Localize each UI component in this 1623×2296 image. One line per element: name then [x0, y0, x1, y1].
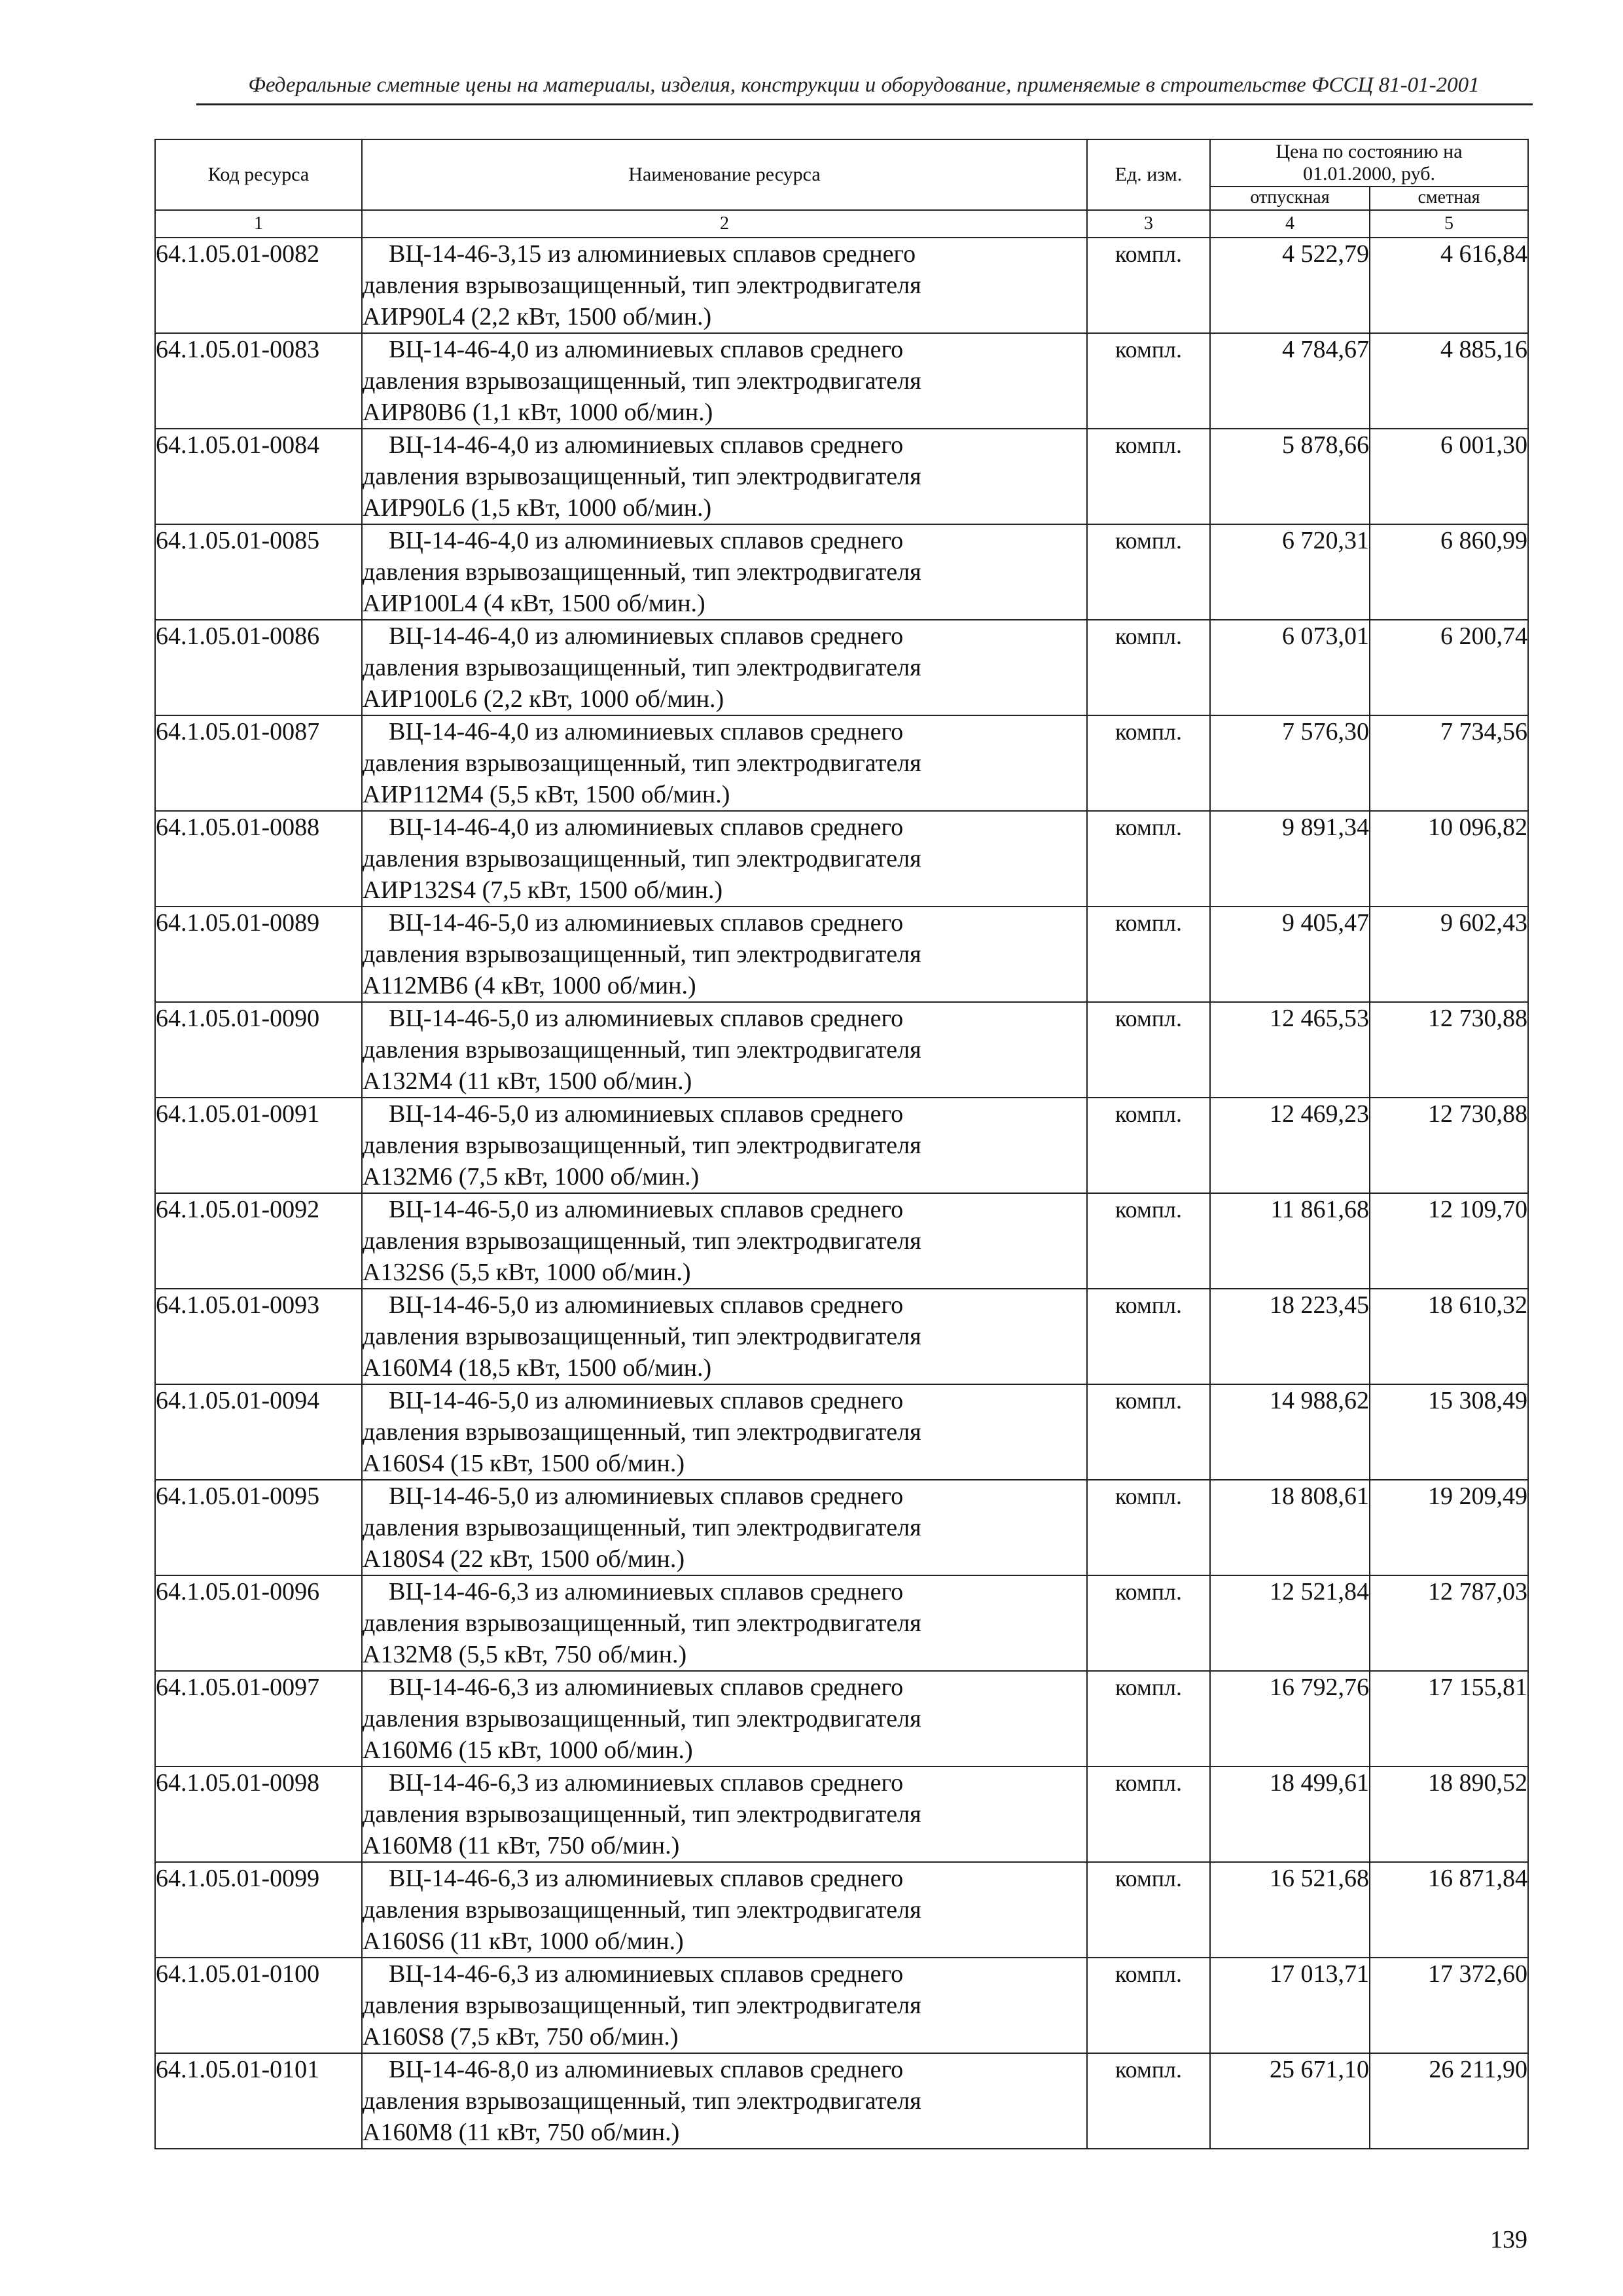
- price-release: 4 522,79: [1210, 238, 1370, 333]
- resource-name-line-3: А160М8 (11 кВт, 750 об/мин.): [363, 2119, 680, 2146]
- price-release: 16 792,76: [1210, 1671, 1370, 1767]
- resource-code: 64.1.05.01-0098: [155, 1767, 362, 1862]
- price-estimate: 17 155,81: [1370, 1671, 1528, 1767]
- resource-code: 64.1.05.01-0090: [155, 1002, 362, 1098]
- unit: компл.: [1087, 1480, 1210, 1575]
- price-estimate: 4 616,84: [1370, 238, 1528, 333]
- resource-name-line-2: давления взрывозащищенный, тип электродвигателя: [363, 1896, 921, 1924]
- resource-name-line-1: ВЦ-14-46-5,0 из алюминиевых сплавов среднего: [389, 1005, 904, 1032]
- resource-code: 64.1.05.01-0084: [155, 429, 362, 524]
- resource-name: [362, 1002, 1087, 1098]
- resource-name: [362, 715, 1087, 811]
- resource-name: [362, 1862, 1087, 1958]
- resource-name-line-2: давления взрывозащищенный, тип электродвигателя: [363, 272, 921, 299]
- resource-code: 64.1.05.01-0094: [155, 1384, 362, 1480]
- resource-name-line-3: АИР100L4 (4 кВт, 1500 об/мин.): [363, 590, 705, 617]
- resource-code: 64.1.05.01-0082: [155, 238, 362, 333]
- resource-name-line-3: А132М6 (7,5 кВт, 1000 об/мин.): [363, 1163, 700, 1191]
- price-estimate: 17 372,60: [1370, 1958, 1528, 2053]
- unit: компл.: [1087, 429, 1210, 524]
- resource-name-line-1: ВЦ-14-46-5,0 из алюминиевых сплавов среднего: [389, 1482, 904, 1510]
- resource-code: 64.1.05.01-0092: [155, 1193, 362, 1289]
- resource-name-line-3: А132М4 (11 кВт, 1500 об/мин.): [363, 1067, 692, 1095]
- col-number-1: 1: [155, 210, 362, 238]
- resource-name-line-1: ВЦ-14-46-8,0 из алюминиевых сплавов среднего: [389, 2056, 904, 2083]
- col-number-3: 3: [1087, 210, 1210, 238]
- price-estimate: 9 602,43: [1370, 906, 1528, 1002]
- resource-name-line-1: ВЦ-14-46-6,3 из алюминиевых сплавов среднего: [389, 1960, 904, 1988]
- price-release: 4 784,67: [1210, 333, 1370, 429]
- col-header-price-estimate: сметная: [1370, 187, 1528, 210]
- table-row: [155, 1862, 1528, 1958]
- price-estimate: 7 734,56: [1370, 715, 1528, 811]
- resource-name-line-3: АИР80В6 (1,1 кВт, 1000 об/мин.): [363, 399, 713, 426]
- resource-name-line-2: давления взрывозащищенный, тип электродвигателя: [363, 1992, 921, 2019]
- resource-name: [362, 524, 1087, 620]
- resource-name-line-2: давления взрывозащищенный, тип электродвигателя: [363, 1227, 921, 1255]
- resource-name-line-2: давления взрывозащищенный, тип электродвигателя: [363, 1418, 921, 1446]
- resource-name: [362, 1193, 1087, 1289]
- price-release: 25 671,10: [1210, 2053, 1370, 2149]
- resource-name-line-2: давления взрывозащищенный, тип электродвигателя: [363, 941, 921, 968]
- price-estimate: 4 885,16: [1370, 333, 1528, 429]
- resource-name: [362, 1767, 1087, 1862]
- resource-name-line-3: А160М6 (15 кВт, 1000 об/мин.): [363, 1736, 693, 1764]
- price-estimate: 6 860,99: [1370, 524, 1528, 620]
- resource-name-line-3: АИР100L6 (2,2 кВт, 1000 об/мин.): [363, 685, 724, 713]
- table-row: [155, 1384, 1528, 1480]
- resource-code: 64.1.05.01-0091: [155, 1098, 362, 1193]
- unit: компл.: [1087, 524, 1210, 620]
- table-row: [155, 1289, 1528, 1384]
- price-estimate: 12 787,03: [1370, 1575, 1528, 1671]
- resource-name-line-3: А112МВ6 (4 кВт, 1000 об/мин.): [363, 972, 696, 999]
- resource-code: 64.1.05.01-0093: [155, 1289, 362, 1384]
- price-release: 7 576,30: [1210, 715, 1370, 811]
- resource-code: 64.1.05.01-0085: [155, 524, 362, 620]
- resource-name-line-1: ВЦ-14-46-5,0 из алюминиевых сплавов среднего: [389, 909, 904, 937]
- resource-name-line-1: ВЦ-14-46-6,3 из алюминиевых сплавов среднего: [389, 1865, 904, 1892]
- resource-name-line-1: ВЦ-14-46-6,3 из алюминиевых сплавов среднего: [389, 1674, 904, 1701]
- resource-name-line-2: давления взрывозащищенный, тип электродвигателя: [363, 1514, 921, 1541]
- price-estimate: 16 871,84: [1370, 1862, 1528, 1958]
- resource-name: [362, 2053, 1087, 2149]
- unit: компл.: [1087, 1958, 1210, 2053]
- resource-name: [362, 811, 1087, 906]
- page-number: 139: [1490, 2226, 1527, 2253]
- price-table: [154, 139, 1529, 2149]
- resource-name-line-2: давления взрывозащищенный, тип электродвигателя: [363, 1036, 921, 1064]
- resource-code: 64.1.05.01-0083: [155, 333, 362, 429]
- resource-name-line-2: давления взрывозащищенный, тип электродвигателя: [363, 1801, 921, 1828]
- table-row: [155, 429, 1528, 524]
- col-header-code: Код ресурса: [155, 139, 362, 210]
- price-release: 6 073,01: [1210, 620, 1370, 715]
- unit: компл.: [1087, 1575, 1210, 1671]
- unit: компл.: [1087, 1384, 1210, 1480]
- unit: компл.: [1087, 811, 1210, 906]
- table-row: [155, 715, 1528, 811]
- resource-code: 64.1.05.01-0100: [155, 1958, 362, 2053]
- unit: компл.: [1087, 238, 1210, 333]
- resource-name: [362, 1575, 1087, 1671]
- table-row: [155, 620, 1528, 715]
- resource-name-line-2: давления взрывозащищенный, тип электродвигателя: [363, 749, 921, 777]
- price-release: 12 465,53: [1210, 1002, 1370, 1098]
- unit: компл.: [1087, 1767, 1210, 1862]
- resource-name: [362, 333, 1087, 429]
- price-release: 18 808,61: [1210, 1480, 1370, 1575]
- resource-name-line-2: давления взрывозащищенный, тип электродвигателя: [363, 1705, 921, 1732]
- resource-name: [362, 1289, 1087, 1384]
- price-release: 12 521,84: [1210, 1575, 1370, 1671]
- price-estimate: 6 001,30: [1370, 429, 1528, 524]
- price-release: 12 469,23: [1210, 1098, 1370, 1193]
- resource-name-line-3: А160S4 (15 кВт, 1500 об/мин.): [363, 1450, 685, 1477]
- price-estimate: 26 211,90: [1370, 2053, 1528, 2149]
- resource-name-line-2: давления взрывозащищенный, тип электродвигателя: [363, 1132, 921, 1159]
- price-estimate: 12 730,88: [1370, 1002, 1528, 1098]
- resource-name-line-1: ВЦ-14-46-4,0 из алюминиевых сплавов среднего: [389, 814, 904, 841]
- unit: компл.: [1087, 333, 1210, 429]
- resource-name-line-3: АИР112М4 (5,5 кВт, 1500 об/мин.): [363, 781, 730, 808]
- price-release: 18 223,45: [1210, 1289, 1370, 1384]
- resource-name-line-1: ВЦ-14-46-4,0 из алюминиевых сплавов среднего: [389, 527, 904, 554]
- resource-name-line-1: ВЦ-14-46-3,15 из алюминиевых сплавов среднего: [389, 240, 916, 268]
- resource-name-line-3: А160S6 (11 кВт, 1000 об/мин.): [363, 1928, 684, 1955]
- col-number-5: 5: [1370, 210, 1528, 238]
- price-estimate: 15 308,49: [1370, 1384, 1528, 1480]
- resource-code: 64.1.05.01-0095: [155, 1480, 362, 1575]
- resource-name: [362, 906, 1087, 1002]
- price-release: 5 878,66: [1210, 429, 1370, 524]
- resource-name-line-3: А160М4 (18,5 кВт, 1500 об/мин.): [363, 1354, 712, 1382]
- resource-name: [362, 1671, 1087, 1767]
- table-row: [155, 1767, 1528, 1862]
- price-estimate: 19 209,49: [1370, 1480, 1528, 1575]
- resource-name-line-2: давления взрывозащищенный, тип электродвигателя: [363, 654, 921, 681]
- resource-name-line-3: АИР90L4 (2,2 кВт, 1500 об/мин.): [363, 303, 712, 331]
- resource-name-line-1: ВЦ-14-46-5,0 из алюминиевых сплавов среднего: [389, 1387, 904, 1414]
- resource-name-line-1: ВЦ-14-46-4,0 из алюминиевых сплавов среднего: [389, 718, 904, 745]
- table-row: [155, 1098, 1528, 1193]
- resource-name-line-2: давления взрывозащищенный, тип электродвигателя: [363, 845, 921, 872]
- resource-code: 64.1.05.01-0088: [155, 811, 362, 906]
- resource-name-line-3: А160S8 (7,5 кВт, 750 об/мин.): [363, 2023, 679, 2051]
- price-release: 9 405,47: [1210, 906, 1370, 1002]
- price-release: 17 013,71: [1210, 1958, 1370, 2053]
- resource-name-line-1: ВЦ-14-46-4,0 из алюминиевых сплавов среднего: [389, 336, 904, 363]
- unit: компл.: [1087, 1002, 1210, 1098]
- price-estimate: 18 610,32: [1370, 1289, 1528, 1384]
- resource-code: 64.1.05.01-0086: [155, 620, 362, 715]
- resource-name-line-2: давления взрывозащищенный, тип электродвигателя: [363, 463, 921, 490]
- resource-code: 64.1.05.01-0099: [155, 1862, 362, 1958]
- resource-name-line-3: А180S4 (22 кВт, 1500 об/мин.): [363, 1545, 685, 1573]
- unit: компл.: [1087, 2053, 1210, 2149]
- col-number-2: 2: [362, 210, 1087, 238]
- page-header-title: Федеральные сметные цены на материалы, изделия, конструкции и оборудование, применяемые в строительстве ФССЦ 81-01-2001: [248, 73, 1480, 97]
- price-estimate: 18 890,52: [1370, 1767, 1528, 1862]
- price-estimate: 10 096,82: [1370, 811, 1528, 906]
- resource-code: 64.1.05.01-0101: [155, 2053, 362, 2149]
- resource-name: [362, 1384, 1087, 1480]
- price-release: 16 521,68: [1210, 1862, 1370, 1958]
- resource-code: 64.1.05.01-0097: [155, 1671, 362, 1767]
- col-header-name: Наименование ресурса: [362, 139, 1087, 210]
- table-row: [155, 1480, 1528, 1575]
- resource-code: 64.1.05.01-0087: [155, 715, 362, 811]
- resource-name-line-3: А160М8 (11 кВт, 750 об/мин.): [363, 1832, 680, 1859]
- col-header-price-group: Цена по состоянию на 01.01.2000, руб.: [1210, 139, 1528, 187]
- price-release: 11 861,68: [1210, 1193, 1370, 1289]
- resource-name-line-1: ВЦ-14-46-4,0 из алюминиевых сплавов среднего: [389, 622, 904, 650]
- resource-name-line-2: давления взрывозащищенный, тип электродвигателя: [363, 558, 921, 586]
- table-row: [155, 811, 1528, 906]
- resource-name-line-2: давления взрывозащищенный, тип электродвигателя: [363, 1609, 921, 1637]
- resource-name-line-1: ВЦ-14-46-6,3 из алюминиевых сплавов среднего: [389, 1769, 904, 1797]
- resource-name-line-3: АИР90L6 (1,5 кВт, 1000 об/мин.): [363, 494, 712, 522]
- col-number-4: 4: [1210, 210, 1370, 238]
- table-row: [155, 524, 1528, 620]
- resource-name-line-1: ВЦ-14-46-5,0 из алюминиевых сплавов среднего: [389, 1291, 904, 1319]
- table-row: [155, 333, 1528, 429]
- resource-code: 64.1.05.01-0089: [155, 906, 362, 1002]
- unit: компл.: [1087, 1862, 1210, 1958]
- resource-name-line-1: ВЦ-14-46-5,0 из алюминиевых сплавов среднего: [389, 1100, 904, 1128]
- resource-name: [362, 238, 1087, 333]
- resource-name-line-3: А132М8 (5,5 кВт, 750 об/мин.): [363, 1641, 687, 1668]
- resource-name: [362, 620, 1087, 715]
- col-header-unit: Ед. изм.: [1087, 139, 1210, 210]
- unit: компл.: [1087, 1289, 1210, 1384]
- unit: компл.: [1087, 1671, 1210, 1767]
- table-row: [155, 1575, 1528, 1671]
- resource-name-line-2: давления взрывозащищенный, тип электродвигателя: [363, 367, 921, 395]
- table-row: [155, 1958, 1528, 2053]
- resource-name-line-1: ВЦ-14-46-4,0 из алюминиевых сплавов среднего: [389, 431, 904, 459]
- unit: компл.: [1087, 1098, 1210, 1193]
- price-release: 9 891,34: [1210, 811, 1370, 906]
- resource-name: [362, 1098, 1087, 1193]
- unit: компл.: [1087, 906, 1210, 1002]
- header-rule: [196, 103, 1533, 105]
- col-header-price-release: отпускная: [1210, 187, 1370, 210]
- unit: компл.: [1087, 1193, 1210, 1289]
- table-row: [155, 906, 1528, 1002]
- table-row: [155, 2053, 1528, 2149]
- price-release: 14 988,62: [1210, 1384, 1370, 1480]
- price-estimate: 6 200,74: [1370, 620, 1528, 715]
- resource-code: 64.1.05.01-0096: [155, 1575, 362, 1671]
- resource-name: [362, 1958, 1087, 2053]
- table-row: [155, 238, 1528, 333]
- table-row: [155, 1002, 1528, 1098]
- resource-name-line-1: ВЦ-14-46-6,3 из алюминиевых сплавов среднего: [389, 1578, 904, 1605]
- resource-name-line-3: А132S6 (5,5 кВт, 1000 об/мин.): [363, 1259, 691, 1286]
- unit: компл.: [1087, 715, 1210, 811]
- table-row: [155, 1193, 1528, 1289]
- unit: компл.: [1087, 620, 1210, 715]
- price-release: 6 720,31: [1210, 524, 1370, 620]
- resource-name-line-1: ВЦ-14-46-5,0 из алюминиевых сплавов среднего: [389, 1196, 904, 1223]
- resource-name: [362, 429, 1087, 524]
- table-row: [155, 1671, 1528, 1767]
- price-estimate: 12 109,70: [1370, 1193, 1528, 1289]
- resource-name-line-2: давления взрывозащищенный, тип электродвигателя: [363, 2087, 921, 2115]
- price-estimate: 12 730,88: [1370, 1098, 1528, 1193]
- resource-name: [362, 1480, 1087, 1575]
- resource-name-line-3: АИР132S4 (7,5 кВт, 1500 об/мин.): [363, 876, 723, 904]
- resource-name-line-2: давления взрывозащищенный, тип электродвигателя: [363, 1323, 921, 1350]
- price-release: 18 499,61: [1210, 1767, 1370, 1862]
